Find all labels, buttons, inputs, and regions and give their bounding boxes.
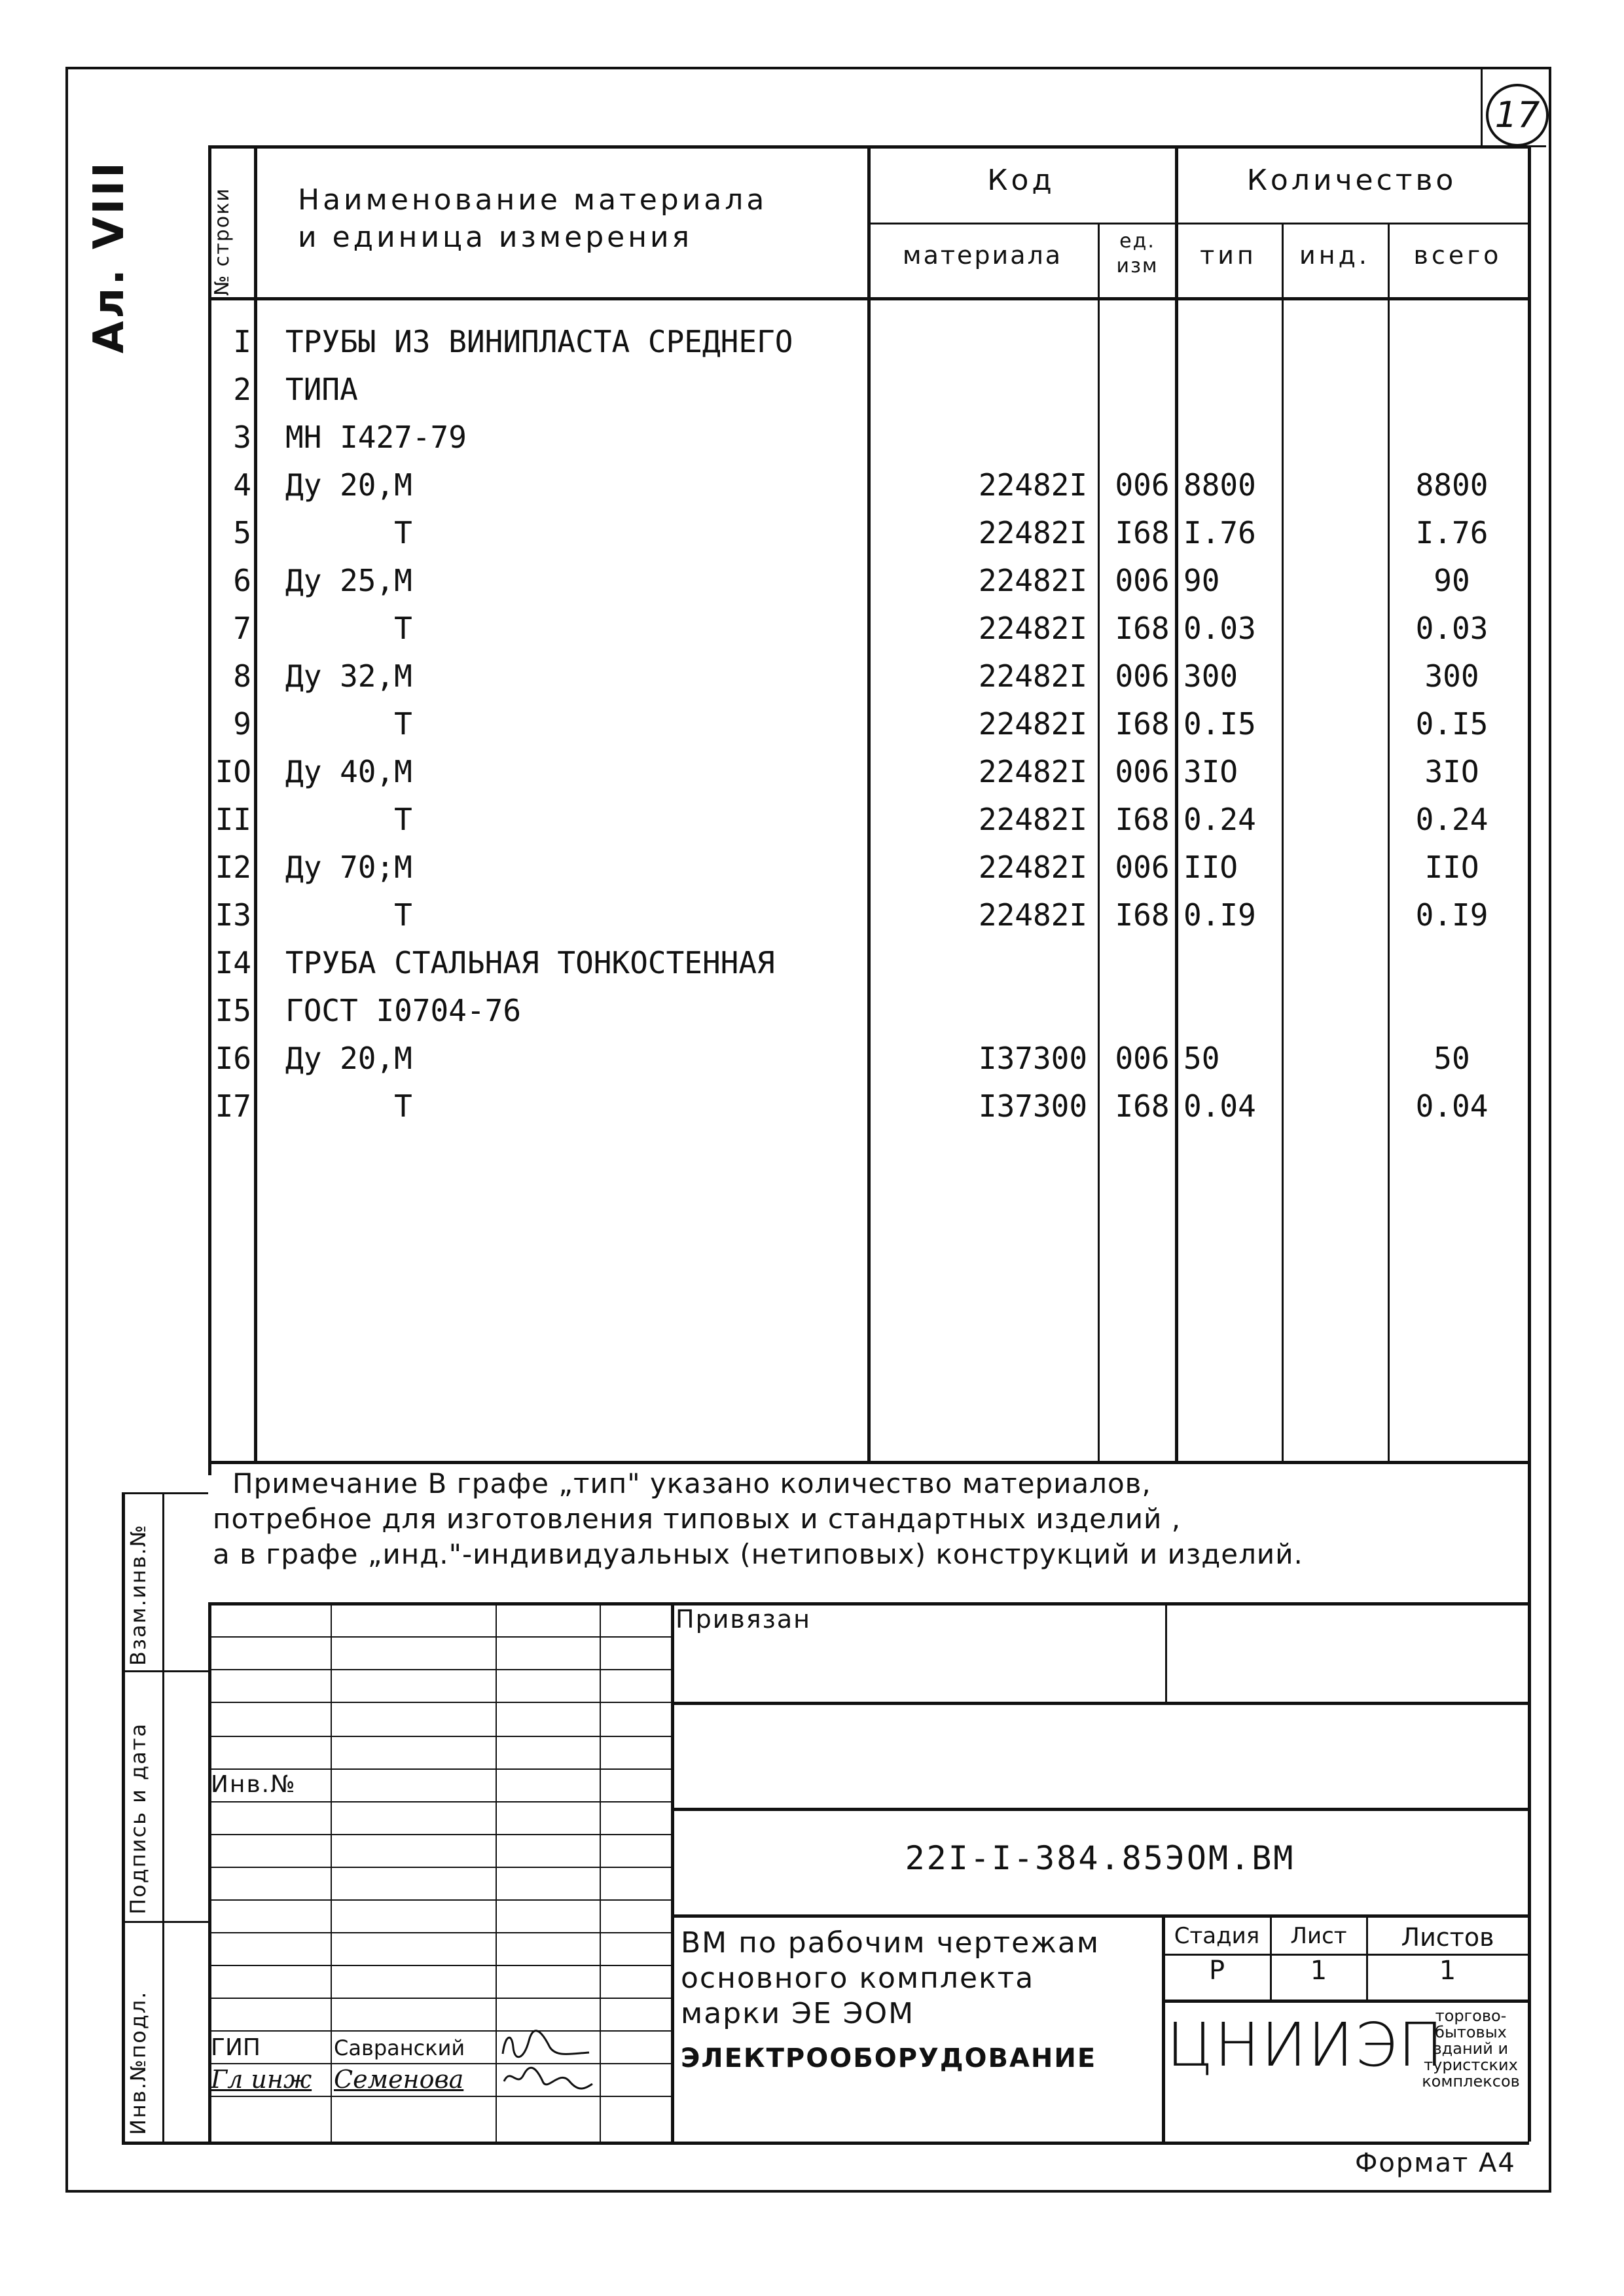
tb-stage-values-bottom [1162, 2000, 1529, 2003]
sheets-value [1367, 1956, 1528, 1986]
side-strip-sep-2 [122, 1921, 208, 1923]
ninj-role [211, 2065, 312, 2094]
tb-row-12 [208, 1998, 671, 1999]
tb-row-4 [208, 1736, 671, 1737]
row-name: Ду 70;М [285, 850, 412, 885]
table-row [208, 1083, 1537, 1130]
table-row [208, 461, 1537, 509]
side-label-sign-date [126, 1723, 151, 1914]
title-block-top [208, 1602, 1529, 1605]
page-number: 17 [1494, 94, 1540, 135]
header-row-no [211, 187, 234, 296]
row-number: I3 [215, 897, 251, 933]
side-strip-sep-1 [122, 1670, 208, 1672]
row-unit: 006 [1115, 754, 1170, 789]
doc-title-line1: ВМ по рабочим чертежам [681, 1926, 1100, 1960]
row-qty-type: 50 [1183, 1041, 1220, 1076]
row-qty-total: I.76 [1415, 515, 1489, 550]
title-block-bottom [122, 2142, 1529, 2145]
row-name: Т [285, 802, 412, 837]
row-qty-type: 3IO [1183, 754, 1238, 789]
tb-row-8 [208, 1867, 671, 1868]
row-unit: I68 [1115, 611, 1170, 646]
doc-code-text: 22I-I-384.85ЭОМ.ВМ [905, 1839, 1295, 1877]
signature-gip [497, 2028, 596, 2064]
row-name: ТРУБЫ ИЗ ВИНИПЛАСТА СРЕДНЕГО [285, 324, 793, 359]
row-qty-total: 0.I5 [1415, 706, 1489, 742]
gip-role [211, 2034, 261, 2061]
row-number: 8 [233, 658, 251, 694]
row-unit: I68 [1115, 802, 1170, 837]
tb-row-7 [208, 1834, 671, 1835]
doc-title [681, 1926, 1100, 2076]
row-name: Т [285, 706, 412, 742]
row-name: Ду 32,М [285, 658, 412, 694]
row-qty-total: 90 [1434, 563, 1470, 598]
note-line3: а в графе „инд."-индивидуальных (нетиповых) конструкций и изделий. [213, 1538, 1303, 1570]
row-unit: I68 [1115, 706, 1170, 742]
header-qty-total-text: всего [1413, 241, 1502, 270]
row-qty-type: 0.03 [1183, 611, 1256, 646]
gip-role-text: ГИП [211, 2034, 261, 2061]
ninj-role-text: Гл инж [211, 2065, 312, 2094]
tb-row-10 [208, 1932, 671, 1933]
header-qty-ind-text: инд. [1299, 241, 1370, 270]
table-row [208, 414, 1537, 461]
tb-col-1 [331, 1602, 332, 2142]
row-code: 22482I [978, 754, 1088, 789]
tb-col-2 [496, 1602, 497, 2142]
org-logo [1166, 2009, 1445, 2081]
row-name: Ду 40,М [285, 754, 412, 789]
row-name: ТРУБА СТАЛЬНАЯ ТОНКОСТЕННАЯ [285, 945, 775, 980]
gip-name-text: Савранский [334, 2036, 465, 2060]
org-sub-line3: зданий и [1433, 2039, 1509, 2058]
table-row [208, 318, 1537, 365]
tb-row-11 [208, 1965, 671, 1966]
sheets-value-text: 1 [1439, 1956, 1456, 1986]
row-qty-total: IIO [1424, 850, 1479, 885]
org-sub-line2: бытовых [1435, 2023, 1507, 2041]
row-number: II [215, 802, 251, 837]
doc-title-line4: ЭЛЕКТРООБОРУДОВАНИЕ [681, 2043, 1097, 2073]
row-name: Ду 20,М [285, 467, 412, 503]
sheet-value-text: 1 [1310, 1956, 1327, 1986]
row-number: 7 [233, 611, 251, 646]
row-qty-total: 50 [1434, 1041, 1470, 1076]
row-code: 22482I [978, 467, 1088, 503]
row-qty-type: 0.24 [1183, 802, 1256, 837]
side-label-replace-inv-text: Взам.инв.№ [126, 1524, 151, 1666]
tb-attached-divider [1165, 1602, 1167, 1702]
stage-value [1164, 1956, 1270, 1986]
tb-row-13 [208, 2030, 671, 2032]
row-qty-type: IIO [1183, 850, 1238, 885]
header-quantity [1175, 164, 1528, 197]
row-number: I5 [215, 993, 251, 1028]
row-code: 22482I [978, 706, 1088, 742]
row-code: 22482I [978, 611, 1088, 646]
table-row [208, 1035, 1537, 1082]
row-qty-type: 300 [1183, 658, 1238, 694]
table-row [208, 891, 1537, 939]
side-strip-left [122, 1492, 125, 2142]
row-code: 22482I [978, 802, 1088, 837]
header-qty-type-text: тип [1200, 241, 1257, 270]
tb-row-5 [208, 1768, 671, 1770]
tb-code-top [671, 1808, 1529, 1811]
row-unit: 006 [1115, 563, 1170, 598]
row-unit: I68 [1115, 515, 1170, 550]
side-label-replace-inv [126, 1524, 151, 1666]
ninj-name-text: Семенова [334, 2065, 464, 2094]
format-label [1355, 2148, 1516, 2178]
row-unit: I68 [1115, 897, 1170, 933]
row-qty-type: 0.I5 [1183, 706, 1256, 742]
gip-name [334, 2036, 465, 2060]
header-quantity-text: Количество [1246, 164, 1457, 197]
row-name: МН I427-79 [285, 420, 467, 455]
row-qty-type: 0.I9 [1183, 897, 1256, 933]
row-qty-total: 0.04 [1415, 1088, 1489, 1124]
tb-row-14 [208, 2063, 671, 2064]
sheets-label [1367, 1923, 1528, 1952]
table-row [208, 557, 1537, 604]
org-sub-line4: туристских [1424, 2056, 1518, 2074]
org-logo-text: ЦНИИЭП [1166, 2010, 1445, 2080]
album-label-text: Ал. VIII [85, 160, 134, 353]
row-number: I [233, 324, 251, 359]
stage-label-text: Стадия [1174, 1923, 1260, 1949]
header-unit-line1: ед. [1119, 230, 1155, 253]
header-name [298, 183, 767, 254]
ninj-name [334, 2065, 463, 2094]
row-name: ТИПА [285, 372, 358, 407]
table-row [208, 796, 1537, 843]
tb-row-2 [208, 1669, 671, 1670]
row-code: 22482I [978, 658, 1088, 694]
doc-title-line3: марки ЭЕ ЭОМ [681, 1997, 915, 2030]
side-strip-mid [162, 1492, 164, 2142]
row-name: Т [285, 515, 412, 550]
tb-row-6 [208, 1801, 671, 1803]
org-sub-line5: комплексов [1422, 2072, 1520, 2090]
header-name-line2: и единица измерения [298, 221, 693, 254]
row-qty-total: 0.24 [1415, 802, 1489, 837]
header-name-line1: Наименование материала [298, 183, 768, 217]
sheet-value [1271, 1956, 1366, 1986]
table-body-bottom-line [208, 1461, 1529, 1464]
org-subtitle [1414, 2008, 1528, 2090]
side-label-sign-date-text: Подпись и дата [126, 1722, 151, 1914]
tb-row-15 [208, 2096, 671, 2097]
table-row [208, 605, 1537, 652]
row-name: Т [285, 1088, 412, 1124]
note-line2: потребное для изготовления типовых и стандартных изделий , [213, 1503, 1182, 1535]
header-mid-line [867, 223, 1528, 224]
row-qty-type: 0.04 [1183, 1088, 1256, 1124]
side-label-inv-orig-text: Инв.№подл. [126, 1990, 151, 2135]
sheets-label-text: Листов [1401, 1923, 1494, 1952]
sheet-label [1271, 1923, 1366, 1949]
row-code: I37300 [978, 1041, 1088, 1076]
row-number: IO [215, 754, 251, 789]
header-bottom-line [208, 297, 1529, 300]
stage-label [1164, 1923, 1270, 1949]
row-number: 4 [233, 467, 251, 503]
row-qty-total: 0.03 [1415, 611, 1489, 646]
tb-col-3 [600, 1602, 601, 2142]
row-code: 22482I [978, 563, 1088, 598]
row-number: 5 [233, 515, 251, 550]
side-strip-top [122, 1492, 208, 1494]
table-row [208, 939, 1537, 986]
row-unit: I68 [1115, 1088, 1170, 1124]
row-number: 2 [233, 372, 251, 407]
row-name: Ду 25,М [285, 563, 412, 598]
doc-title-line2: основного комплекта [681, 1962, 1035, 1995]
row-number: 6 [233, 563, 251, 598]
row-qty-total: 300 [1424, 658, 1479, 694]
inv-no-label-text: Инв.№ [211, 1771, 297, 1798]
row-qty-type: 90 [1183, 563, 1220, 598]
row-code: 22482I [978, 850, 1088, 885]
header-code-material-text: материала [902, 241, 1063, 270]
tb-code-bottom [671, 1914, 1529, 1918]
row-code: 22482I [978, 897, 1088, 933]
note-line1: Примечание В графе „тип" указано количество материалов, [232, 1467, 1151, 1499]
inv-no-label [211, 1771, 297, 1798]
album-label [85, 160, 134, 353]
row-name: Т [285, 611, 412, 646]
row-qty-total: 0.I9 [1415, 897, 1489, 933]
sheet-label-text: Лист [1290, 1923, 1347, 1949]
row-qty-type: 8800 [1183, 467, 1256, 503]
row-unit: 006 [1115, 658, 1170, 694]
tb-attached-bottom [671, 1702, 1529, 1705]
header-row-no-text: № строки [211, 187, 234, 296]
header-qty-type [1175, 241, 1282, 270]
table-row [208, 700, 1537, 747]
attached-label [676, 1605, 811, 1634]
table-row [208, 748, 1537, 795]
signature-ninj [497, 2062, 596, 2094]
row-qty-type: I.76 [1183, 515, 1256, 550]
tb-row-3 [208, 1702, 671, 1703]
attached-label-text: Привязан [676, 1605, 811, 1634]
row-unit: 006 [1115, 1041, 1170, 1076]
row-number: 3 [233, 420, 251, 455]
note [213, 1466, 1303, 1572]
tb-row-1 [208, 1636, 671, 1638]
row-name: Т [285, 897, 412, 933]
row-name: Ду 20,М [285, 1041, 412, 1076]
row-name: ГОСТ I0704-76 [285, 993, 522, 1028]
row-number: I4 [215, 945, 251, 980]
row-number: I6 [215, 1041, 251, 1076]
row-number: I7 [215, 1088, 251, 1124]
tb-row-9 [208, 1899, 671, 1901]
row-code: 22482I [978, 515, 1088, 550]
doc-code [671, 1839, 1529, 1877]
side-label-inv-orig [126, 1991, 151, 2135]
row-number: 9 [233, 706, 251, 742]
page-number-circle [1486, 84, 1549, 147]
org-sub-line1: торгово- [1435, 2007, 1507, 2025]
header-code [867, 164, 1175, 197]
format-label-text: Формат А4 [1355, 2148, 1516, 2178]
header-code-text: Код [987, 164, 1055, 197]
table-row [208, 366, 1537, 413]
row-qty-total: 8800 [1415, 467, 1489, 503]
header-qty-total [1388, 241, 1528, 270]
row-unit: 006 [1115, 850, 1170, 885]
page-number-box-left [1481, 68, 1483, 147]
row-code: I37300 [978, 1088, 1088, 1124]
stage-value-text: Р [1208, 1956, 1225, 1986]
header-qty-ind [1282, 241, 1388, 270]
row-qty-total: 3IO [1424, 754, 1479, 789]
table-row [208, 844, 1537, 891]
header-unit-line2: изм [1116, 255, 1159, 278]
row-number: I2 [215, 850, 251, 885]
row-unit: 006 [1115, 467, 1170, 503]
table-row [208, 987, 1537, 1034]
header-code-unit [1100, 229, 1175, 279]
table-row [208, 509, 1537, 556]
table-row [208, 653, 1537, 700]
header-code-material [867, 241, 1098, 270]
